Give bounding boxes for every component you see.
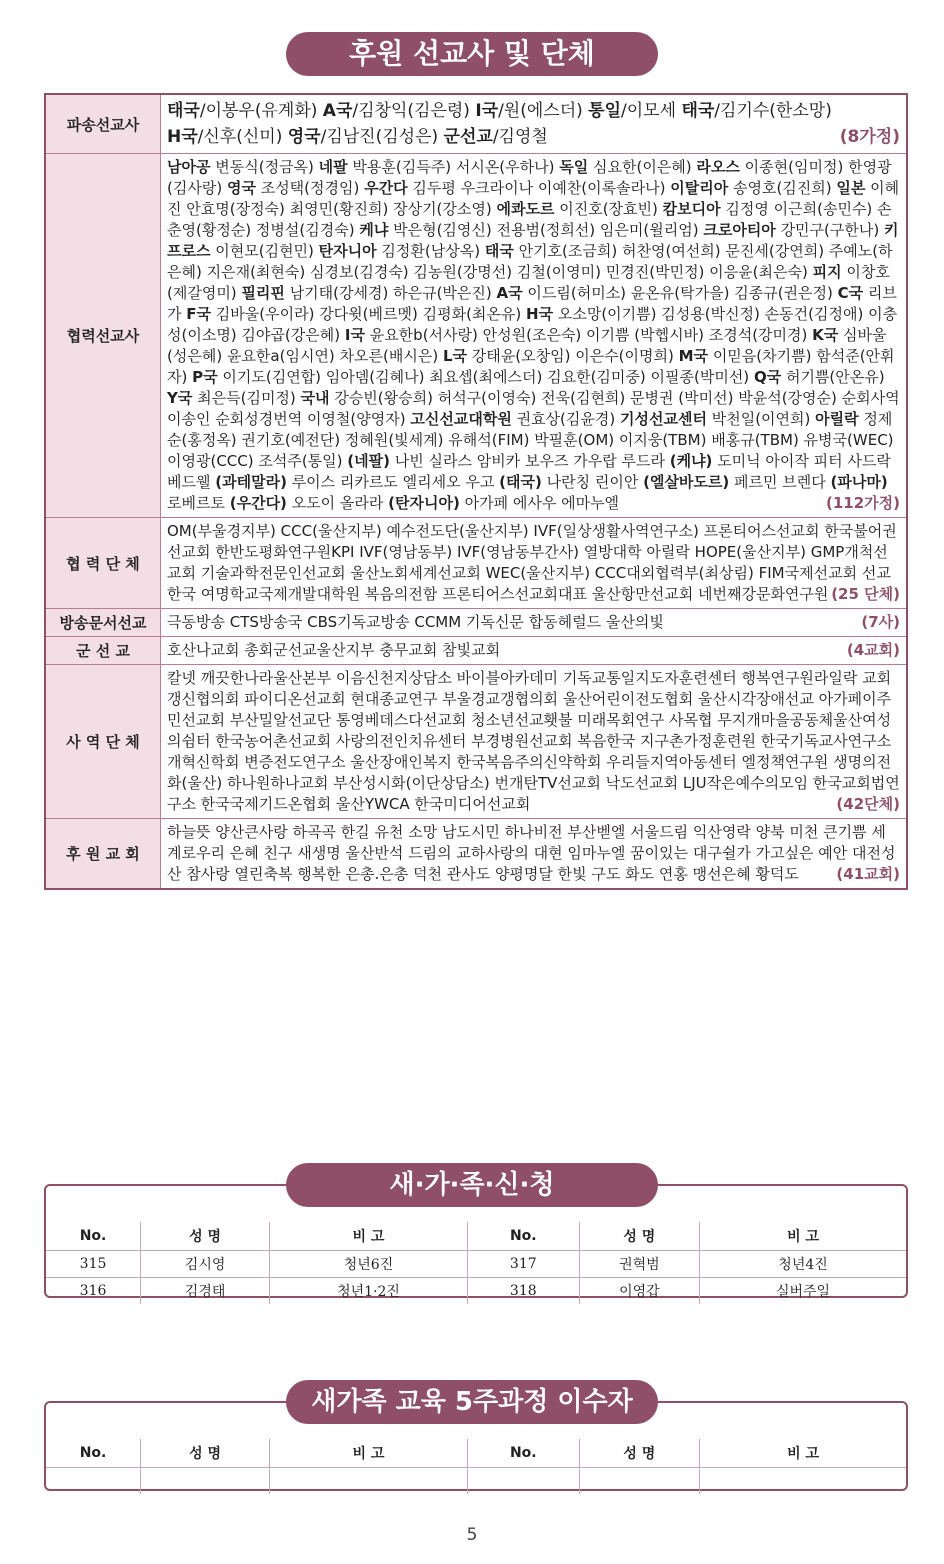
col-header: No.	[46, 1222, 141, 1251]
col-header: 비 고	[700, 1439, 906, 1468]
table-row	[46, 1251, 906, 1278]
section-label: 방송문서선교	[45, 609, 161, 637]
section-row	[45, 819, 907, 890]
section-row	[45, 665, 907, 819]
table-cell: 실버주일	[775, 1284, 831, 1300]
col-header: No.	[46, 1439, 141, 1468]
table-cell: 김경태	[141, 1278, 270, 1305]
col-header: No.	[467, 1222, 579, 1251]
col-header: 성 명	[579, 1439, 699, 1468]
table-row	[46, 1468, 906, 1495]
page-number: 5	[466, 1525, 478, 1545]
table-cell	[700, 1468, 906, 1495]
section-label: 군 선 교	[45, 637, 161, 665]
col-header: 성 명	[141, 1439, 270, 1468]
supporters-table	[44, 93, 908, 890]
table-cell	[270, 1468, 468, 1495]
col-header: 비 고	[270, 1222, 468, 1251]
section-row	[45, 637, 907, 665]
table-cell: 김시영	[141, 1251, 270, 1278]
section-row	[45, 154, 907, 518]
new-family-title: 새·가·족·신·청	[286, 1163, 658, 1207]
table-cell: 권혁범	[579, 1251, 699, 1278]
section-label: 파송선교사	[45, 94, 161, 154]
section-row	[45, 518, 907, 609]
section-label: 협력선교사	[45, 154, 161, 518]
table-cell: 315	[46, 1251, 141, 1278]
education-table	[46, 1439, 906, 1494]
new-family-table	[46, 1222, 906, 1304]
section-content: 호산나교회 총회군선교울산지부 충무교회 참빛교회 (4교회)	[161, 637, 908, 665]
section-content: 하늘뜻 양산큰사랑 하곡곡 한길 유천 소망 남도시민 하나비전 부산벧엘 서울드림 익산영락 양북 미천 큰기쁨 세계로우리 은혜 친구 새생명 울산반석 드림의 교하사랑의 대현 임마누엘 꿈이있는 대구쉴가 가고싶은 예안 대전성산 참사랑 열린축복 행복한 은총.은총 덕천 관사도 양평명달 한빛 구도 화도 연홍 맹선은혜 황덕도 (41교회)	[161, 819, 908, 890]
section-content: 태국/이봉우(유계화) A국/김창익(김은령) I국/원(에스더) 통일/이모세 태국/김기수(한소망) H국/신후(신미) 영국/김남진(김성은) 군선교/김영철 (8가정)	[161, 94, 908, 154]
table-row	[46, 1278, 906, 1305]
page-title: 후원 선교사 및 단체	[286, 32, 658, 76]
section-row	[45, 94, 907, 154]
col-header: 성 명	[579, 1222, 699, 1251]
table-cell: 청년1·2진	[270, 1278, 468, 1305]
table-cell: 316	[46, 1278, 141, 1305]
section-label: 사 역 단 체	[45, 665, 161, 819]
table-cell: 317	[467, 1251, 579, 1278]
section-content: OM(부울경지부) CCC(울산지부) 예수전도단(울산지부) IVF(일상생활사역연구소) 프론티어스선교회 한국불어권선교회 한반도평화연구원KPI IVF(영남동부) IVF(영남동부간사) 열방대학 아릴락 HOPE(울산지부) GMP개척선교회 기술과학전문인선교회 울산노회세계선교회 WEC(울산지부) CCC대외협력부(최상림) FIM국제선교회 선교한국 여명학교국제개발대학원 복음의전함 프론티어스선교회대표 울산항만선교회 네번째강문화연구원 (25 단체)	[161, 518, 908, 609]
section-content: 칼넷 깨끗한나라울산본부 이음신천지상담소 바이블아카데미 기독교통일지도자훈련센터 행복연구원라일락 교회갱신협의회 파이디온선교회 현대종교연구 부울경교갱협의회 울산어린이전도협회 울산시각장애선교 아가페이주민선교회 부산밀알선교단 통영베데스다선교회 청소년선교횃불 미래목회연구 사목협 무지개마을공동체울산여성의쉼터 한국농어촌선교회 사랑의전인치유센터 부경병원선교회 복음한국 지구촌가정훈련원 한국기독교사연구소 개혁신학회 변증전도연구소 울산장애인복지 한국복음주의신약학회 우리들지역아동센터 엘정책연구원 생명의전화(울산) 하나원하나교회 부산성시화(이단상담소) 번개탄TV선교회 낙도선교회 LJU작은예수의모임 한국교회법연구소 한국국제기드온협회 울산YWCA 한국미디어선교회 (42단체)	[161, 665, 908, 819]
table-cell: 청년6진	[270, 1251, 468, 1278]
col-header: 성 명	[141, 1222, 270, 1251]
section-label: 후 원 교 회	[45, 819, 161, 890]
col-header: No.	[467, 1439, 579, 1468]
table-cell	[467, 1468, 579, 1495]
table-cell: 318	[467, 1278, 579, 1305]
section-content: 남아공 변동식(정금옥) 네팔 박용훈(김득주) 서시온(우하나) 독일 심요한(이은혜) 라오스 이종현(임미정) 한영광(김사랑) 영국 조성택(정경임) 우간다 김두평 우크라이나 이예찬(이록솔라나) 이탈리아 송영호(김진희) 일본 이혜진 안효명(장정숙) 최영민(황진희) 장상기(강소영) 에콰도르 이진호(장효빈) 캄보디아 김정영 이근희(송민수) 손춘영(황정순) 정병설(김경숙) 케냐 박은형(김영신) 전용범(정희선) 임은미(윌리엄) 크로아티아 강민구(구한나) 키프로스 이현모(김현민) 탄자니아 김정환(남상옥) 태국 안기호(조금희) 허찬영(여선희) 문진세(강연희) 주예노(하은혜) 지은재(최현숙) 심경보(김경숙) 김농원(강명선) 김철(이영미) 민경진(박민정) 이응윤(최은숙) 피지 이창호(제갈영미) 필리핀 남기태(강세경) 하은규(박은진) A국 이드림(허미소) 윤온유(탁가을) 김종규(권은정) C국 리브가 F국 김바울(우이라) 강다윗(베르멧) 김평화(최온유) H국 오소망(이기쁨) 김성용(박신정) 손동건(김정애) 이충성(이소명) 김야곱(강은혜) I국 윤요한b(서사랑) 안성원(조은숙) 이기쁨 (박헵시바) 조경석(강미경) K국 심바울(성은혜) 윤요한a(임시연) 차오른(배시은) L국 강태윤(오창임) 이은수(이명희) M국 이믿음(차기쁨) 함석준(안휘자) P국 이기도(김연합) 임아뎀(김혜나) 최요셉(최에스더) 김요한(김미중) 이필종(박미선) Q국 허기쁨(안온유) Y국 최은득(김미정) 국내 강승빈(왕승희) 허석구(이영숙) 전욱(김현희) 문병권 (박미선) 박윤석(강영순) 순회사역 이송인 순회성경번역 이영철(양영자) 고신선교대학원 권효상(김윤경) 기성선교센터 박천일(이연희) 아릴락 정제순(홍정옥) 권기호(예전단) 정혜원(빛세계) 유해석(FIM) 박필훈(OM) 이지웅(TBM) 배홍규(TBM) 유병국(WEC) 이영광(CCC) 조석주(통일) (네팔) 나빈 실라스 암비카 보우즈 가우랍 루드라 (케냐) 도미닉 아이작 피터 사드락 베드웰 (과테말라) 루이스 리카르도 엘리세오 우고 (태국) 나란칭 린이안 (엘살바도르) 페르민 브렌다 (파나마) 로베르토 (우간다) 오도이 올라라 (탄자니아) 아가페 에사우 에마누엘 (112가정)	[161, 154, 908, 518]
col-header: 비 고	[270, 1439, 468, 1468]
table-cell: 이영갑	[579, 1278, 699, 1305]
table-cell	[579, 1468, 699, 1495]
table-cell: 청년4진	[700, 1251, 906, 1278]
table-cell	[46, 1468, 141, 1495]
section-content: 극동방송 CTS방송국 CBS기독교방송 CCMM 기독신문 합동헤럴드 울산의빛 (7사)	[161, 609, 908, 637]
section-row	[45, 609, 907, 637]
col-header: 비 고	[700, 1222, 906, 1251]
table-cell	[141, 1468, 270, 1495]
education-title: 새가족 교육 5주과정 이수자	[286, 1380, 658, 1424]
section-label: 협 력 단 체	[45, 518, 161, 609]
